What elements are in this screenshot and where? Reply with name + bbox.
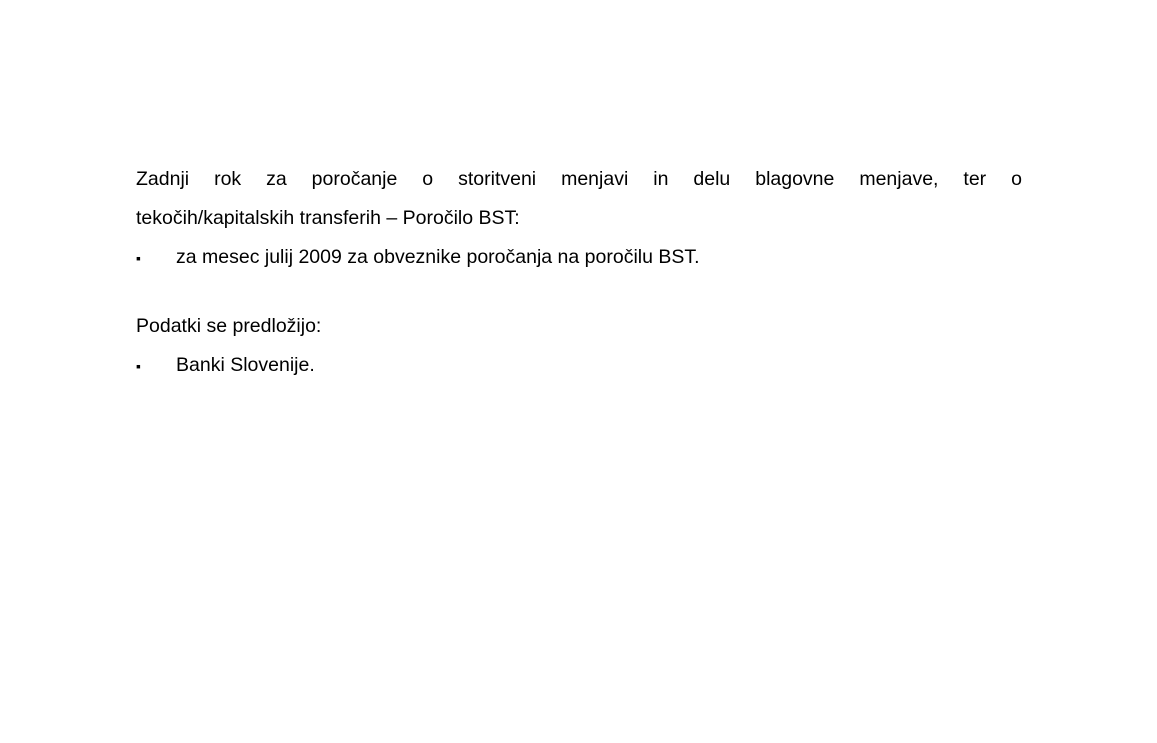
paragraph-spacer [136, 278, 1022, 307]
deadline-paragraph [136, 160, 1022, 238]
bullet-square-icon: ▪ [136, 358, 141, 374]
deadline-paragraph-line-1: Zadnji rok za poročanje o storitveni menjavi in delu blagovne menjave, ter o [136, 168, 1022, 190]
list-item-label: Banki Slovenije. [176, 354, 315, 376]
list-item [136, 238, 1022, 278]
document-body [136, 160, 1022, 386]
list-item [136, 346, 1022, 386]
submission-paragraph: Podatki se predložijo: [136, 315, 322, 337]
bullet-square-icon: ▪ [136, 250, 141, 266]
list-item-label: za mesec julij 2009 za obveznike poročanja na poročilu BST. [176, 246, 700, 268]
deadline-paragraph-line-2: tekočih/kapitalskih transferih – Poročilo BST: [136, 207, 520, 229]
